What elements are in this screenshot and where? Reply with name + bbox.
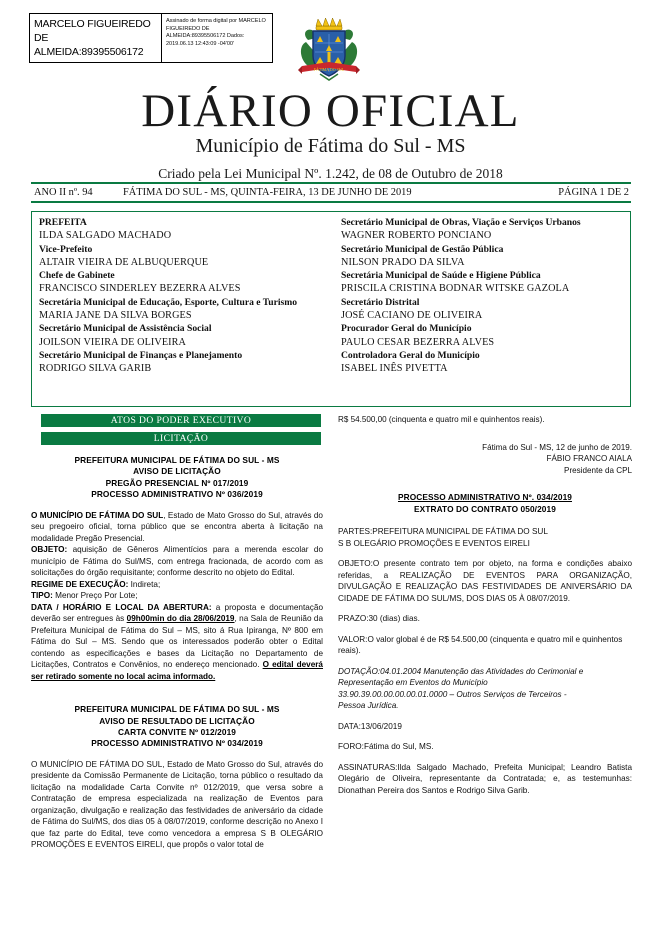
notice2-heading-4: PROCESSO ADMINISTRATIVO Nº 034/2019 [91, 738, 263, 749]
official-role: Chefe de Gabinete [39, 270, 115, 282]
official-name: MARIA JANE DA SILVA BORGES [39, 310, 192, 322]
official-role: Secretária Municipal de Educação, Esporte, Cultura e Turismo [39, 296, 298, 308]
contract-foro [338, 741, 632, 753]
official-role: Secretária Municipal de Saúde e Higiene Pública [341, 270, 541, 282]
officials-column-right [331, 212, 630, 406]
contract-objeto-text: O presente contrato tem por objeto, na forma e condições abaixo referidas, a REALIZAÇÃO DE EVENTOS PARA ORGANIZAÇÃO, DIVULGAÇÃO E REALIZAÇÃO DAS FESTIVIDADES DE ANIVERSÁRIO DA CIDADE DE FÁTIMA DO SUL/MS, DOS DIAS 05 À 08/07/2019. [338, 559, 632, 603]
notice1-heading-1: PREFEITURA MUNICIPAL DE FÁTIMA DO SUL - MS [74, 455, 280, 465]
contract-assinaturas [338, 762, 632, 797]
foro-text: Fátima do Sul, MS. [363, 742, 434, 752]
signature-title: Presidente da CPL [564, 465, 632, 475]
contract-data-label: DATA: [338, 721, 361, 731]
valor-text: O valor global é de R$ 54.500,00 (cinquenta e quatro mil e quinhentos reais). [338, 634, 623, 656]
signature-person: FÁBIO FRANCO AIALA [546, 454, 632, 464]
official-role: Secretário Municipal de Gestão Pública [341, 243, 504, 255]
masthead [0, 86, 661, 183]
notice1-p1-rest: , Estado de Mato Grosso do Sul, através do seu pregoeiro oficial, torna público que se encontra aberta à licitação na modalidade Pregão Presencial. [31, 510, 323, 543]
signature-place-date: Fátima do Sul - MS, 12 de junho de 2019. [482, 442, 632, 452]
data-text-1: a proposta e documentação deverão ser entregues às [31, 602, 323, 624]
official-name: JOILSON VIEIRA DE OLIVEIRA [39, 336, 187, 348]
official-name: JOSÉ CACIANO DE OLIVEIRA [341, 310, 483, 322]
official-role: Vice-Prefeito [39, 243, 93, 255]
official-name: FRANCISCO SINDERLEY BEZERRA ALVES [39, 283, 241, 295]
page-title: DIÁRIO OFICIAL [141, 85, 520, 137]
right-text-column [338, 414, 632, 796]
official-name: PAULO CESAR BEZERRA ALVES [341, 336, 495, 348]
official-name: PRISCILA CRISTINA BODNAR WITSKE GAZOLA [341, 283, 570, 295]
tipo-label: TIPO: [31, 591, 53, 601]
masthead-law: Criado pela Lei Municipal Nº. 1.242, de 08 de Outubro de 2018 [158, 166, 503, 181]
official-role: Secretário Distrital [341, 296, 420, 308]
masthead-subtitle: Município de Fátima do Sul - MS [195, 135, 466, 157]
issue-number: ANO II nº. 94 [34, 187, 93, 198]
section-bar-licitacao: LICITAÇÃO [41, 432, 321, 445]
assinaturas-text: Ilda Salgado Machado, Prefeita Municipal; Leandro Batista Olegário de Oliveira, representante da Contratada; e, as testemunhas: Dionathan Pereira dos Santos e Rodrigo Silva Garib. [338, 762, 632, 795]
notice1-regime [31, 579, 323, 591]
dotacao-line-4: Pessoa Jurídica. [338, 701, 399, 711]
official-name: ALTAIR VIEIRA DE ALBUQUERQUE [39, 256, 209, 268]
official-role: PREFEITA [39, 217, 87, 228]
official-role: Secretário Municipal de Obras, Viação e Serviços Urbanos [341, 217, 581, 228]
official-name: WAGNER ROBERTO PONCIANO [341, 230, 492, 242]
data-underline: 09h00min do dia 28/06/2019 [126, 614, 235, 624]
officials-panel [31, 211, 631, 407]
contract-objeto [338, 558, 632, 604]
official-role: Secretário Municipal de Assistência Social [39, 323, 212, 335]
digital-signature-box [29, 13, 273, 63]
contract-heading-1: PROCESSO ADMINISTRATIVO Nº. 034/2019 [398, 492, 572, 503]
officials-column-left [32, 212, 331, 406]
contract-partes [338, 526, 632, 538]
objeto-label: OBJETO: [31, 545, 68, 555]
official-name: RODRIGO SILVA GARIB [39, 363, 152, 375]
foro-label: FORO: [338, 742, 364, 752]
notice1-heading-3: PREGÃO PRESENCIAL Nº 017/2019 [105, 477, 249, 488]
prazo-label: PRAZO: [338, 614, 369, 624]
notice1-heading-4: PROCESSO ADMINISTRATIVO Nº 036/2019 [91, 489, 263, 500]
assinaturas-label: ASSINATURAS: [338, 762, 398, 772]
notice1-paragraph-1 [31, 510, 323, 545]
notice1-data-abertura [31, 602, 323, 683]
prazo-text: 30 (dias) dias. [368, 614, 420, 624]
svg-text:FÁTIMA DO SUL: FÁTIMA DO SUL [313, 67, 345, 72]
signature-detail: Assinado de forma digital por MARCELO FIGUEIREDO DE ALMEIDA:89395506172 Dados: 2019.06.13 12:43:09 -04'00' [161, 14, 272, 62]
contract-value-continuation: R$ 54.500,00 (cinquenta e quatro mil e quinhentos reais). [338, 415, 545, 424]
partes-label: PARTES: [338, 527, 373, 537]
contract-data [338, 721, 632, 733]
left-text-column [31, 455, 323, 851]
notice1-heading-2: AVISO DE LICITAÇÃO [133, 466, 221, 477]
contract-data-text: 13/06/2019 [360, 721, 402, 731]
section-bar-atos: ATOS DO PODER EXECUTIVO [41, 414, 321, 427]
contract-valor [338, 634, 632, 657]
objeto-text: aquisição de Gêneros Alimentícios para a merenda escolar do município de Fátima do Sul/MS, com entrega fracionada, de acordo com as solicitações do órgão requisitante; conforme descrito no objeto do Edital. [31, 545, 323, 578]
contract-heading-2: EXTRATO DO CONTRATO 050/2019 [414, 503, 556, 514]
tipo-text: Menor Preço Por Lote; [52, 591, 138, 601]
notice1-objeto [31, 544, 323, 579]
regime-text: Indireta; [128, 579, 161, 589]
official-name: ISABEL INÊS PIVETTA [341, 363, 448, 375]
contract-objeto-label: OBJETO: [338, 559, 373, 569]
notice2-heading-1: PREFEITURA MUNICIPAL DE FÁTIMA DO SUL - MS [74, 704, 280, 715]
dotacao-line-2: Representação em Eventos do Município [338, 678, 488, 688]
official-name: ILDA SALGADO MACHADO [39, 230, 172, 242]
data-text-2: , na Sala de Reunião da Prefeitura Municipal de Fátima do Sul – MS, sito á Rua Ipiranga, Nº 800 em Fátima do Sul – MS. Sendo que os interessados poderão obter o Edital contendo as especificações e bases da Licitação no Departamento de Licitações, Contratos e Convênios, no endereço mencionado. [31, 614, 324, 670]
page-indicator: PÁGINA 1 DE 2 [558, 187, 629, 198]
data-label: DATA / HORÁRIO E LOCAL DA ABERTURA: [31, 602, 212, 612]
coat-of-arms-icon [296, 16, 362, 84]
dotacao-label: DOTAÇÃO: [338, 666, 381, 676]
official-role: Procurador Geral do Município [341, 323, 472, 335]
valor-label: VALOR: [338, 634, 368, 644]
notice2-heading-3: CARTA CONVITE Nº 012/2019 [117, 726, 237, 737]
notice1-tipo [31, 590, 323, 602]
signature-name: MARCELO FIGUEIREDO DE ALMEIDA:89395506172 [34, 18, 151, 58]
contract-prazo [338, 613, 632, 625]
dotacao-line-1: 04.01.2004 Manutenção das Atividades do Cerimonial e [380, 666, 584, 676]
partes-a: PREFEITURA MUNICIPAL DE FÁTIMA DO SUL [372, 527, 548, 537]
contract-partes-b: S B OLEGÁRIO PROMOÇÕES E EVENTOS EIRELI [338, 538, 530, 548]
regime-label: REGIME DE EXECUÇÃO: [31, 579, 129, 589]
official-name: NILSON PRADO DA SILVA [341, 256, 465, 268]
notice2-heading-2: AVISO DE RESULTADO DE LICITAÇÃO [99, 715, 255, 726]
issue-place-date: FÁTIMA DO SUL - MS, QUINTA-FEIRA, 13 DE JUNHO DE 2019 [123, 187, 412, 198]
notice1-p1-bold: O MUNICÍPIO DE FÁTIMA DO SUL [31, 510, 164, 520]
data-final-underline: O edital deverá ser retirado somente no local acima informado. [31, 660, 323, 681]
contract-dotacao [338, 666, 632, 678]
dotacao-line-3: 33.90.39.00.00.00.00.01.0000 – Outros Serviços de Terceiros - [338, 689, 567, 699]
official-role: Controladora Geral do Município [341, 350, 480, 362]
official-role: Secretário Municipal de Finanças e Planejamento [39, 350, 243, 362]
issue-info-bar [31, 182, 631, 203]
notice2-paragraph-1: O MUNICÍPIO DE FÁTIMA DO SUL, Estado de Mato Grosso do Sul, através do presidente da Comissão Permanente de Licitação, torna público o resultado da licitação na modalidade Carta Convite nº 012/2019, que versa sobre a Contratação de empresa especializada na realização de Eventos para organização, divulgação e realização das festividades de aniversário da cidade de Fátima do Sul/MS, dos dias 05 à 08/07/2019, conforme descrição no Anexo I que faz parte do Edital, teve como vencedora a empresa S B OLEGÁRIO PROMOÇÕES E EVENTOS EIRELI, que propôs o valor total de [31, 759, 323, 850]
